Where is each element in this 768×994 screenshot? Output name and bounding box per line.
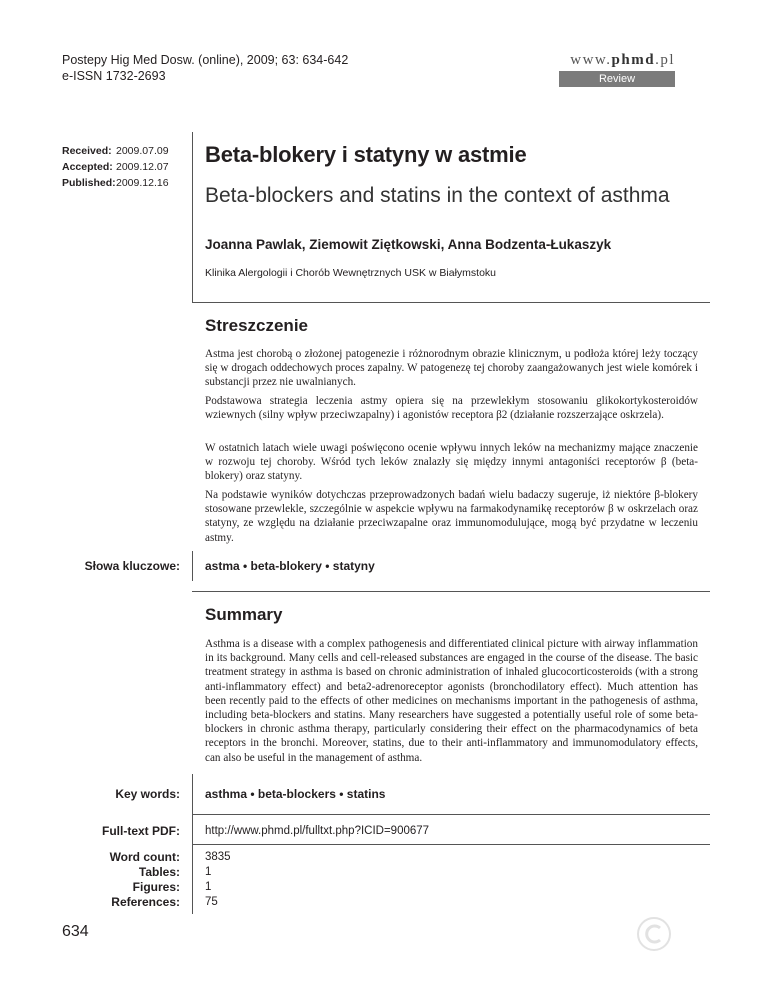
title-english: Beta-blockers and statins in the context of asthma — [205, 184, 670, 207]
date-published: Published:2009.12.16 — [62, 177, 169, 189]
fulltext-link[interactable]: http://www.phmd.pl/fulltxt.php?ICID=900677 — [205, 825, 430, 837]
authors: Joanna Pawlak, Ziemowit Ziętkowski, Anna Bodzenta-Łukaszyk — [205, 237, 612, 252]
tables-value: 1 — [205, 866, 212, 878]
copyright-watermark-icon — [636, 916, 672, 952]
journal-line-1: Postepy Hig Med Dosw. (online), 2009; 63: 634-642 — [62, 53, 349, 67]
section-divider — [192, 814, 710, 815]
references-label: References: — [111, 895, 180, 909]
streszczenie-paragraph-1: Astma jest chorobą o złożonej patogenezie i różnorodnym obrazie klinicznym, u podłoża której leży toczący się w drogach oddechowych proces zapalny. W patogenezę tej choroby zaangażowanych jest wiele komórek i substancji przez nie uwalnianych. — [205, 348, 698, 389]
streszczenie-paragraph-4: Na podstawie wyników dotychczas przeprowadzonych badań wielu badaczy sugeruje, iż niektóre β-blokery stosowane przewlekle, szczególnie w aspekcie wpływu na farmakodynamikę receptorów β w oskrzelach oraz statyny, ze względu na działanie przeciwzapalne oraz immunomodulujące, mogą być przydatne w leczeniu astmy. — [205, 489, 698, 544]
tables-label: Tables: — [138, 865, 180, 879]
page-number: 634 — [62, 923, 89, 940]
word-count-label: Word count: — [109, 850, 180, 864]
summary-heading: Summary — [205, 605, 283, 624]
keywords-en-label: Key words: — [115, 787, 180, 801]
vertical-rule — [192, 132, 193, 302]
section-divider — [192, 302, 710, 303]
section-divider — [192, 844, 710, 845]
article-counts-labels — [62, 850, 180, 910]
keywords-en: asthma • beta-blockers • statins — [205, 787, 386, 801]
keywords-pl-label: Słowa kluczowe: — [84, 559, 180, 573]
date-accepted: Accepted: 2009.12.07 — [62, 161, 169, 173]
summary-text: Asthma is a disease with a complex pathogenesis and differentiated clinical picture with airway inflammation in its background. Many cells and cell-released substances are engaged in the course of the disease. The basic treatment strategy in asthma is based on chronic administration of inhaled glucocorticosteroids (with a strong anti-inflammatory effect) and beta2-adrenoreceptor agonists (bronchodilatory effect). Much attention has been recently paid to the effects of other medicines on mechanisms important in the pathogenesis of asthma, including beta-blockers and statins. Many researchers have suggested a potentially useful role of some beta-blockers in chronic asthma therapy, particularly considering their effect on the pharmacodynamics of beta receptors in the bronchi. Moreover, statins, due to their anti-inflammatory and immunomodulatory effects, can also be useful in the management of asthma. — [205, 638, 698, 764]
publication-dates — [62, 143, 169, 191]
streszczenie-paragraph-2: Podstawowa strategia leczenia astmy opiera się na przewlekłym stosowaniu glikokortykosteroidów wziewnych (silny wpływ przeciwzapalny) i agonistów receptora β2 (działanie rozszerzające oskrzela). — [205, 395, 698, 422]
affiliation: Klinika Alergologii i Chorób Wewnętrznych USK w Białymstoku — [205, 267, 497, 279]
journal-website[interactable]: www.phmd.pl — [570, 52, 675, 68]
streszczenie-heading: Streszczenie — [205, 316, 308, 335]
word-count-value: 3835 — [205, 851, 231, 863]
journal-citation — [62, 52, 348, 84]
article-counts-values — [205, 850, 231, 910]
title-polish: Beta-blokery i statyny w astmie — [205, 142, 527, 167]
journal-issn: e-ISSN 1732-2693 — [62, 69, 166, 83]
section-divider — [192, 591, 710, 592]
figures-value: 1 — [205, 881, 212, 893]
streszczenie-paragraph-3: W ostatnich latach wiele uwagi poświęcono ocenie wpływu innych leków na mechanizmy mające znaczenie w rozwoju tej choroby. Wśród tych leków znalazły się między innymi antagoniści receptorów β (beta-blokery) oraz statyny. — [205, 442, 698, 483]
article-type-badge: Review — [559, 71, 675, 87]
fulltext-label: Full-text PDF: — [102, 824, 180, 838]
references-value: 75 — [205, 896, 218, 908]
keywords-pl: astma • beta-blokery • statyny — [205, 559, 375, 573]
date-received: Received: 2009.07.09 — [62, 145, 169, 157]
figures-label: Figures: — [132, 880, 180, 894]
